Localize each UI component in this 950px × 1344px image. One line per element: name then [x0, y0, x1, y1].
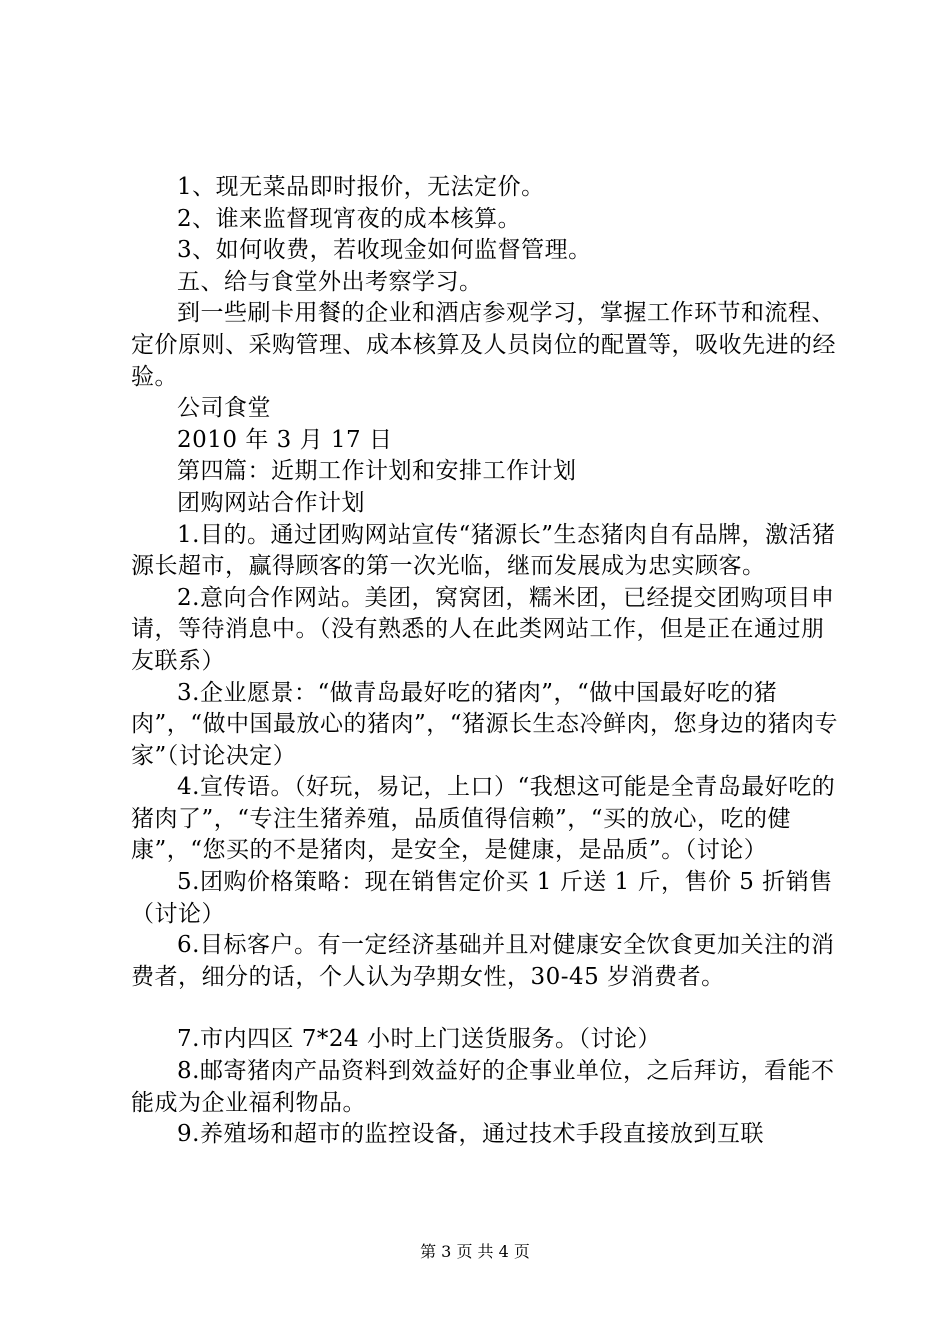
page-number: 第 3 页 共 4 页 [420, 1242, 530, 1261]
paragraph-study-visit: 到一些刷卡用餐的企业和酒店参观学习，掌握工作环节和流程、定价原则、采购管理、成本核算及人员岗位的配置等，吸收先进的经验。 [131, 300, 836, 390]
signature-date: 2010 年 3 月 17 日 [177, 426, 393, 453]
document-body [131, 172, 841, 1151]
plan-item-3: 3.企业愿景：“做青岛最好吃的猪肉”，“做中国最好吃的猪肉”，“做中国最放心的猪肉”，“猪源长生态冷鲜肉，您身边的猪肉专家”（讨论决定） [131, 679, 839, 769]
page-footer [0, 1242, 950, 1262]
plan-item-7: 7.市内四区 7*24 小时上门送货服务。（讨论） [177, 1026, 661, 1053]
plan-title: 团购网站合作计划 [177, 489, 365, 516]
signature-org: 公司食堂 [177, 395, 271, 422]
paragraph-item-3: 3、如何收费，若收现金如何监督管理。 [177, 237, 592, 264]
paragraph-item-1: 1、现无菜品即时报价，无法定价。 [177, 174, 545, 200]
plan-item-6: 6.目标客户。有一定经济基础并且对健康安全饮食更加关注的消费者，细分的话，个人认为孕期女性，30-45 岁消费者。 [131, 932, 835, 990]
paragraph-item-2: 2、谁来监督现宵夜的成本核算。 [177, 205, 522, 232]
plan-item-8: 8.邮寄猪肉产品资料到效益好的企事业单位，之后拜访，看能不能成为企业福利物品。 [131, 1058, 835, 1116]
plan-item-9: 9.养殖场和超市的监控设备，通过技术手段直接放到互联 [177, 1121, 764, 1148]
plan-item-2: 2.意向合作网站。美团，窝窝团，糯米团，已经提交团购项目申请，等待消息中。（没有熟悉的人在此类网站工作，但是正在通过朋友联系） [131, 584, 835, 674]
plan-item-5: 5.团购价格策略：现在销售定价买 1 斤送 1 斤，售价 5 折销售（讨论） [131, 869, 833, 927]
plan-item-1: 1.目的。通过团购网站宣传“猪源长”生态猪肉自有品牌，激活猪源长超市，赢得顾客的第一次光临，继而发展成为忠实顾客。 [131, 521, 836, 580]
plan-item-4: 4.宣传语。（好玩，易记，上口）“我想这可能是全青岛最好吃的猪肉了”，“专注生猪养殖，品质值得信赖”，“买的放心，吃的健康”，“您买的不是猪肉，是安全，是健康，是品质”。（讨论） [131, 774, 836, 864]
section-heading-five: 五、给与食堂外出考察学习。 [177, 268, 483, 295]
paragraph-spacer [131, 993, 841, 1024]
chapter-title: 第四篇：近期工作计划和安排工作计划 [177, 458, 577, 485]
